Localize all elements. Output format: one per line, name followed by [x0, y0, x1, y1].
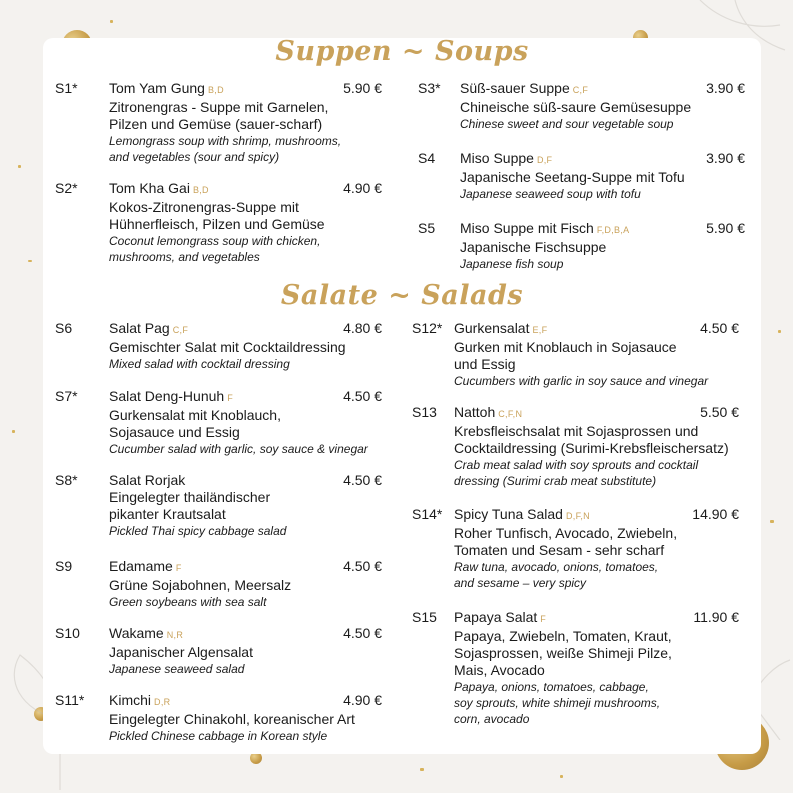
item-description-de: Hühnerfleisch, Pilzen und Gemüse [109, 216, 325, 232]
item-description-de: Sojasprossen, weiße Shimeji Pilze, [454, 645, 672, 661]
item-price: 14.90 € [692, 506, 739, 522]
item-code: S14* [412, 506, 443, 522]
item-price: 4.90 € [343, 180, 382, 196]
allergen-codes: F,D,B,A [596, 225, 630, 235]
allergen-codes: D,F,N [565, 511, 590, 521]
allergen-codes: B,D [192, 185, 209, 195]
item-name: Miso Suppe [460, 150, 534, 166]
allergen-codes: F [175, 563, 182, 573]
item-description-de: Papaya, Zwiebeln, Tomaten, Kraut, [454, 628, 672, 644]
item-code: S13 [412, 404, 437, 420]
item-price: 5.50 € [700, 404, 739, 420]
item-description-de: Gurkensalat mit Knoblauch, [109, 407, 281, 423]
item-code: S12* [412, 320, 443, 336]
item-description-en: and sesame – very spicy [454, 576, 587, 590]
item-description-en: Japanese seaweed soup with tofu [460, 187, 641, 201]
item-description-de: Eingelegter thailändischer [109, 489, 271, 505]
item-description-de: Roher Tunfisch, Avocado, Zwiebeln, [454, 525, 678, 541]
item-description-de: Mais, Avocado [454, 662, 545, 678]
item-description-de: Eingelegter Chinakohl, koreanischer Art [109, 711, 355, 727]
allergen-codes: B,D [207, 85, 224, 95]
item-description-de: Tomaten und Sesam - sehr scharf [454, 542, 665, 558]
item-name: Salat Deng-Hunuh [109, 388, 225, 404]
item-description-en: and vegetables (sour and spicy) [109, 150, 280, 164]
gold-fleck [560, 775, 563, 778]
item-code: S2* [55, 180, 78, 196]
item-description-en: Pickled Thai spicy cabbage salad [109, 524, 287, 538]
item-description-en: Mixed salad with cocktail dressing [109, 357, 290, 371]
item-description-de: Japanische Seetang-Suppe mit Tofu [460, 169, 685, 185]
item-name: Kimchi [109, 692, 152, 708]
item-name: Miso Suppe mit Fisch [460, 220, 594, 236]
item-price: 4.50 € [343, 558, 382, 574]
item-name: Salat Rorjak [109, 472, 186, 488]
item-price: 4.50 € [700, 320, 739, 336]
item-description-de: Zitronengras - Suppe mit Garnelen, [109, 99, 329, 115]
item-description-de: Kokos-Zitronengras-Suppe mit [109, 199, 299, 215]
item-description-en: Japanese seaweed salad [109, 662, 245, 676]
item-body [454, 609, 774, 727]
item-code: S1* [55, 80, 78, 96]
item-code: S8* [55, 472, 78, 488]
item-description-en: mushrooms, and vegetables [109, 250, 260, 264]
item-description-de: Japanische Fischsuppe [460, 239, 607, 255]
item-code: S11* [55, 692, 85, 708]
allergen-codes: D,F [536, 155, 553, 165]
item-description-de: Gurken mit Knoblauch in Sojasauce [454, 339, 677, 355]
item-description-en: Papaya, onions, tomatoes, cabbage, [454, 680, 649, 694]
item-code: S3* [418, 80, 441, 96]
item-price: 4.80 € [343, 320, 382, 336]
item-description-en: Cucumbers with garlic in soy sauce and vinegar [454, 374, 709, 388]
item-description-en: soy sprouts, white shimeji mushrooms, [454, 696, 661, 710]
item-price: 11.90 € [693, 609, 739, 625]
gold-fleck [110, 20, 113, 23]
allergen-codes: F [227, 393, 233, 403]
gold-fleck [778, 330, 781, 333]
allergen-codes: C,F,N [498, 409, 523, 419]
item-code: S15 [412, 609, 437, 625]
item-name: Gurkensalat [454, 320, 530, 336]
item-name: Tom Yam Gung [109, 80, 205, 96]
item-price: 3.90 € [706, 150, 745, 166]
item-code: S5 [418, 220, 436, 236]
menu-card [43, 38, 761, 754]
item-description-en: Coconut lemongrass soup with chicken, [109, 234, 321, 248]
item-price: 4.50 € [343, 625, 382, 641]
item-description-en: Green soybeans with sea salt [109, 595, 267, 609]
item-description-de: Chineische süß-saure Gemüsesuppe [460, 99, 692, 115]
item-name: Süß-sauer Suppe [460, 80, 570, 96]
item-description-de: Grüne Sojabohnen, Meersalz [109, 577, 292, 593]
item-price: 4.50 € [343, 388, 382, 404]
gold-fleck [28, 260, 32, 262]
item-price: 4.90 € [343, 692, 382, 708]
item-name: Tom Kha Gai [109, 180, 190, 196]
item-price: 4.50 € [343, 472, 382, 488]
item-code: S6 [55, 320, 73, 336]
item-name: Nattoh [454, 404, 496, 420]
allergen-codes: N,R [166, 630, 184, 640]
item-description-en: Cucumber salad with garlic, soy sauce & vinegar [109, 442, 368, 456]
allergen-codes: C,F [172, 325, 189, 335]
item-description-en: Japanese fish soup [460, 257, 564, 271]
item-name: Wakame [109, 625, 164, 641]
allergen-codes: C,F [572, 85, 589, 95]
gold-fleck [420, 768, 424, 771]
section-title-soups: Suppen ~ Soups [275, 36, 529, 67]
item-description-en: Crab meat salad with soy sprouts and cocktail [454, 458, 699, 472]
item-description-de: und Essig [454, 356, 516, 372]
item-description-en: dressing (Surimi crab meat substitute) [454, 474, 657, 488]
item-code: S10 [55, 625, 80, 641]
item-description-de: Pilzen und Gemüse (sauer-scharf) [109, 116, 323, 132]
item-description-de: Gemischter Salat mit Cocktaildressing [109, 339, 346, 355]
item-name: Spicy Tuna Salad [454, 506, 563, 522]
item-code: S9 [55, 558, 73, 574]
item-name: Salat Pag [109, 320, 170, 336]
item-description-de: pikanter Krautsalat [109, 506, 226, 522]
item-description-de: Sojasauce und Essig [109, 424, 240, 440]
item-description-de: Krebsfleischsalat mit Sojasprossen und [454, 423, 699, 439]
item-description-en: Chinese sweet and sour vegetable soup [460, 117, 674, 131]
gold-fleck [18, 165, 21, 168]
section-title-salads: Salate ~ Salads [280, 280, 524, 311]
allergen-codes: E,F [532, 325, 548, 335]
item-price: 3.90 € [706, 80, 745, 96]
item-code: S7* [55, 388, 78, 404]
item-name: Papaya Salat [454, 609, 538, 625]
item-description-en: Lemongrass soup with shrimp, mushrooms, [109, 134, 342, 148]
item-price: 5.90 € [706, 220, 745, 236]
allergen-codes: D,R [154, 697, 171, 707]
item-description-en: Raw tuna, avocado, onions, tomatoes, [454, 560, 659, 574]
item-name: Edamame [109, 558, 173, 574]
gold-fleck [12, 430, 15, 433]
item-code: S4 [418, 150, 436, 166]
item-description-de: Japanischer Algensalat [109, 644, 253, 660]
item-description-de: Cocktaildressing (Surimi-Krebsfleischersatz) [454, 440, 729, 456]
item-description-en: corn, avocado [454, 712, 530, 726]
item-price: 5.90 € [343, 80, 382, 96]
item-description-en: Pickled Chinese cabbage in Korean style [109, 729, 328, 743]
allergen-codes: F [540, 614, 547, 624]
